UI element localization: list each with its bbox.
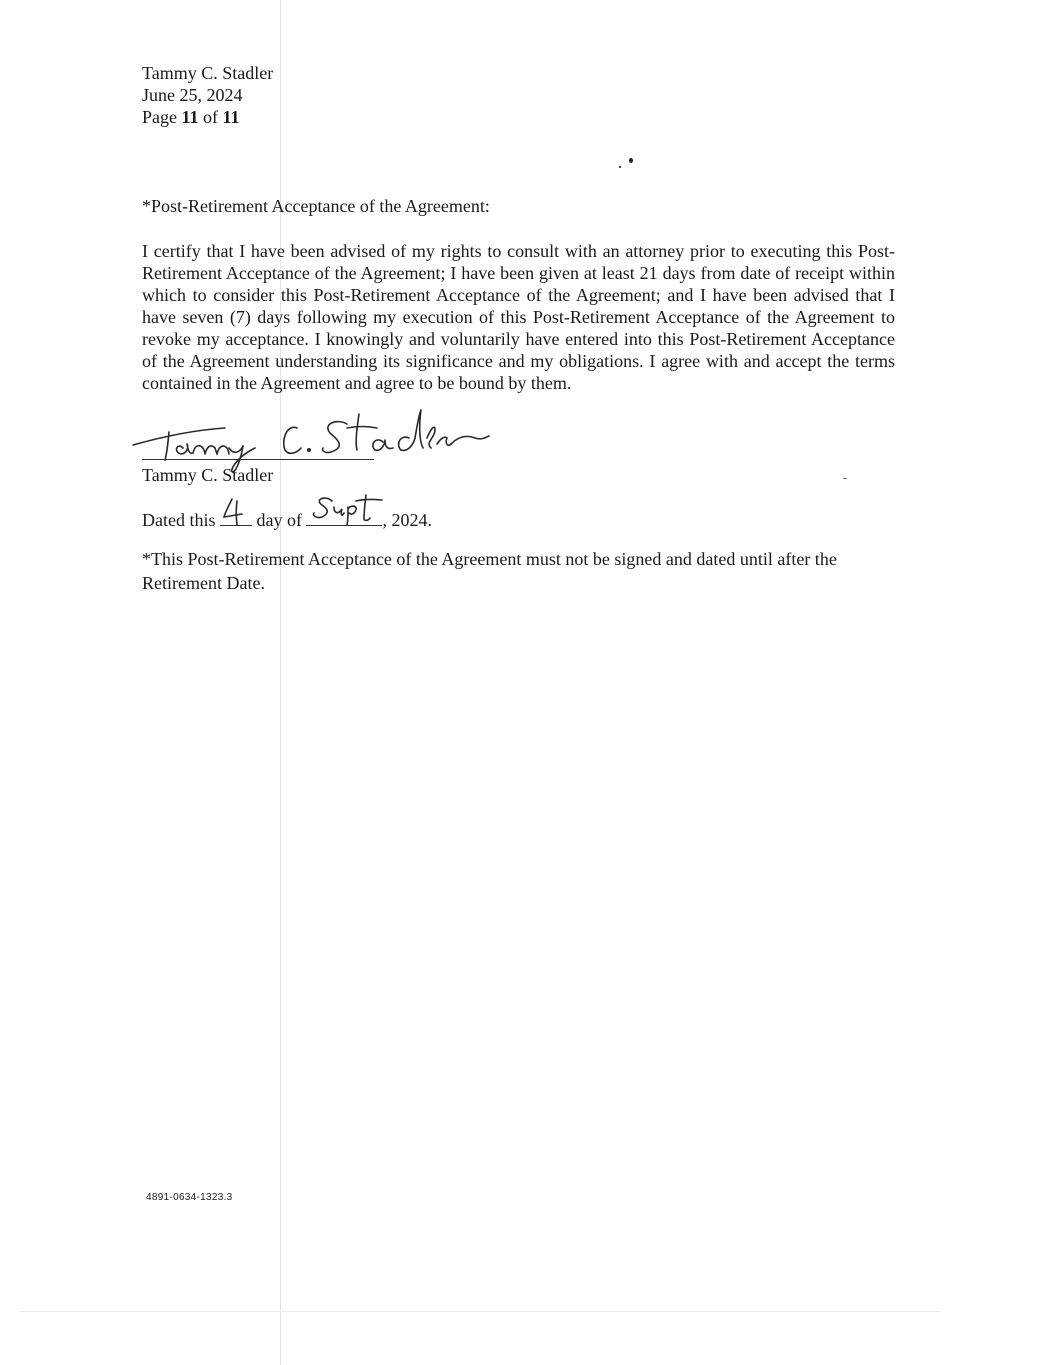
signer-printed-name: Tammy C. Stadler [142,465,274,485]
scan-speck [629,158,633,163]
section-title: *Post-Retirement Acceptance of the Agreement: [142,196,490,216]
page-current: 11 [181,107,199,127]
header-page-number [142,106,273,128]
letter-header [142,62,273,128]
document-id: 4891-0634-1323.3 [146,1192,233,1203]
header-date: June 25, 2024 [142,85,243,105]
page-of: of [203,107,219,127]
signing-instruction-note: *This Post-Retirement Acceptance of the Agreement must not be signed and dated until after the Retirement Date. [142,549,837,593]
month-blank [306,507,382,526]
dated-year: , 2024. [382,510,432,530]
scan-speck [843,478,847,479]
scan-artifact-horizontal-line [20,1311,940,1312]
day-of-label: day of [256,510,302,530]
page-prefix: Page [142,107,177,127]
dated-line [142,507,432,531]
signature-line [142,459,374,460]
handwritten-signature [125,398,495,473]
dated-prefix: Dated this [142,510,216,530]
handwritten-day [220,497,252,527]
page-total: 11 [222,107,240,127]
certification-paragraph: I certify that I have been advised of my rights to consult with an attorney prior to executing this Post-Retirement Acceptance of the Agreement; I have been given at least 21 days from date of receipt within which to consider this Post-Retirement Acceptance of the Agreement; and I have been advised that I have seven (7) days following my execution of this Post-Retirement Acceptance of the Agreement to revoke my acceptance. I knowingly and voluntarily have entered into this Post-Retirement Acceptance of the Agreement understanding its significance and my obligations. I agree with and accept the terms contained in the Agreement and agree to be bound by them. [142,241,895,393]
handwritten-month [306,493,386,527]
scan-speck [619,166,621,168]
day-blank [220,507,252,526]
header-name: Tammy C. Stadler [142,63,274,83]
